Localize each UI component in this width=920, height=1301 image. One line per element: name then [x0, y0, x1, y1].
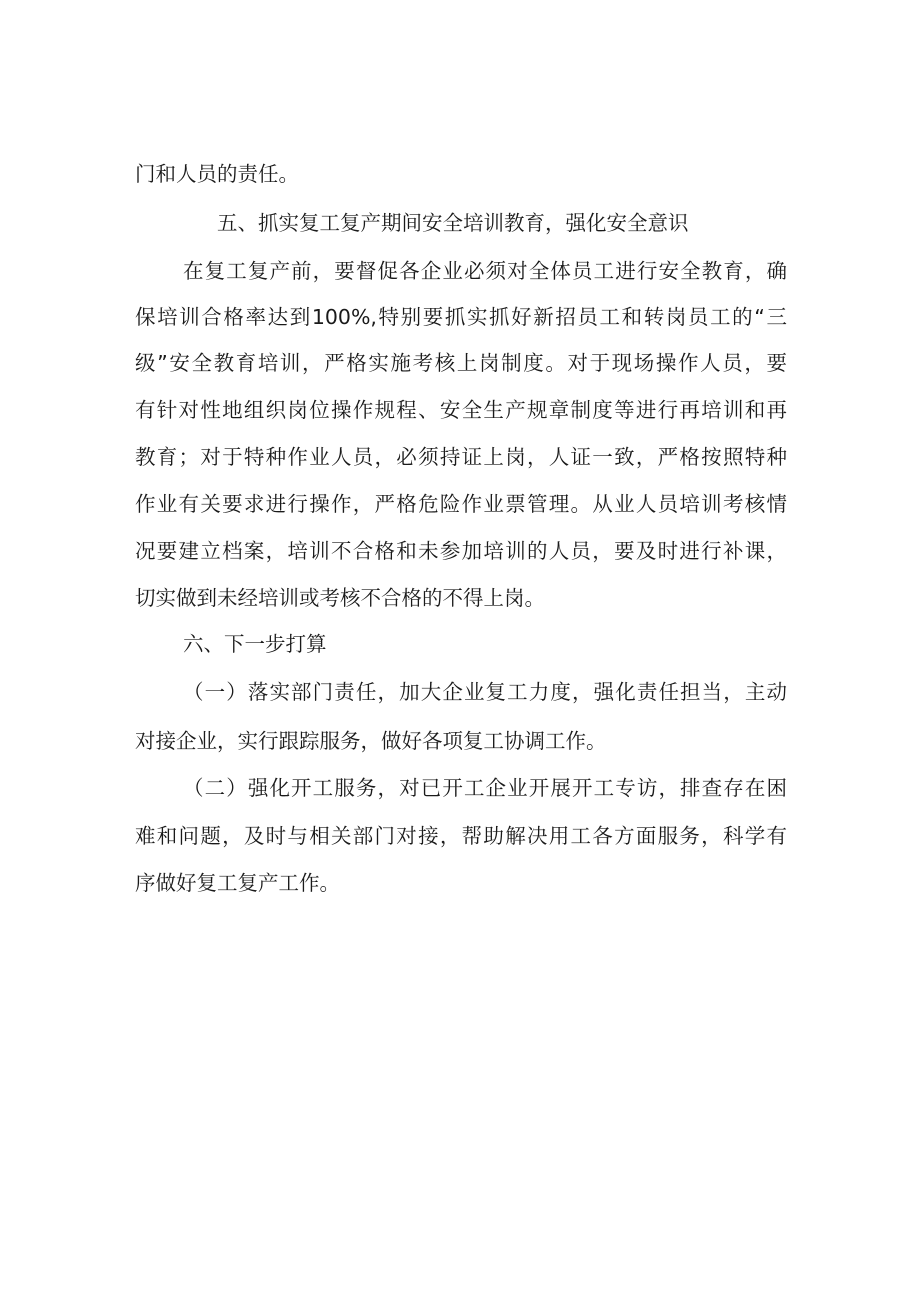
section-6-heading: 六、下一步打算: [183, 632, 327, 656]
paragraph-2-line: 教育；对于特种作业人员，必须持证上岗，人证一致，严格按照特种: [135, 445, 787, 469]
paragraph-2-line: 在复工复产前，要督促各企业必须对全体员工进行安全教育，确: [183, 259, 787, 283]
paragraph-2-line: 有针对性地组织岗位操作规程、安全生产规章制度等进行再培训和再: [135, 398, 787, 422]
item-2-line: 序做好复工复产工作。: [135, 871, 340, 895]
section-5-heading: 五、抓实复工复产期间安全培训教育，强化安全意识: [217, 211, 689, 235]
paragraph-2-line: 切实做到未经培训或考核不合格的不得上岗。: [135, 586, 545, 610]
paragraph-2-line: 作业有关要求进行操作，严格危险作业票管理。从业人员培训考核情: [135, 492, 787, 516]
item-2-line: （二）强化开工服务，对已开工企业开展开工专访，排查存在困: [183, 776, 787, 800]
item-1-line: 对接企业，实行跟踪服务，做好各项复工协调工作。: [135, 729, 607, 753]
item-1-line: （一）落实部门责任，加大企业复工力度，强化责任担当，主动: [183, 680, 787, 704]
paragraph-1-tail: 门和人员的责任。: [135, 162, 299, 186]
item-2-line: 难和问题，及时与相关部门对接，帮助解决用工各方面服务，科学有: [135, 824, 787, 848]
paragraph-2-line: 况要建立档案，培训不合格和未参加培训的人员，要及时进行补课，: [135, 539, 787, 563]
paragraph-2-line: 级”安全教育培训，严格实施考核上岗制度。对于现场操作人员，要: [135, 351, 787, 375]
paragraph-2-line: 保培训合格率达到100%,特别要抓实抓好新招员工和转岗员工的“三: [135, 305, 787, 329]
